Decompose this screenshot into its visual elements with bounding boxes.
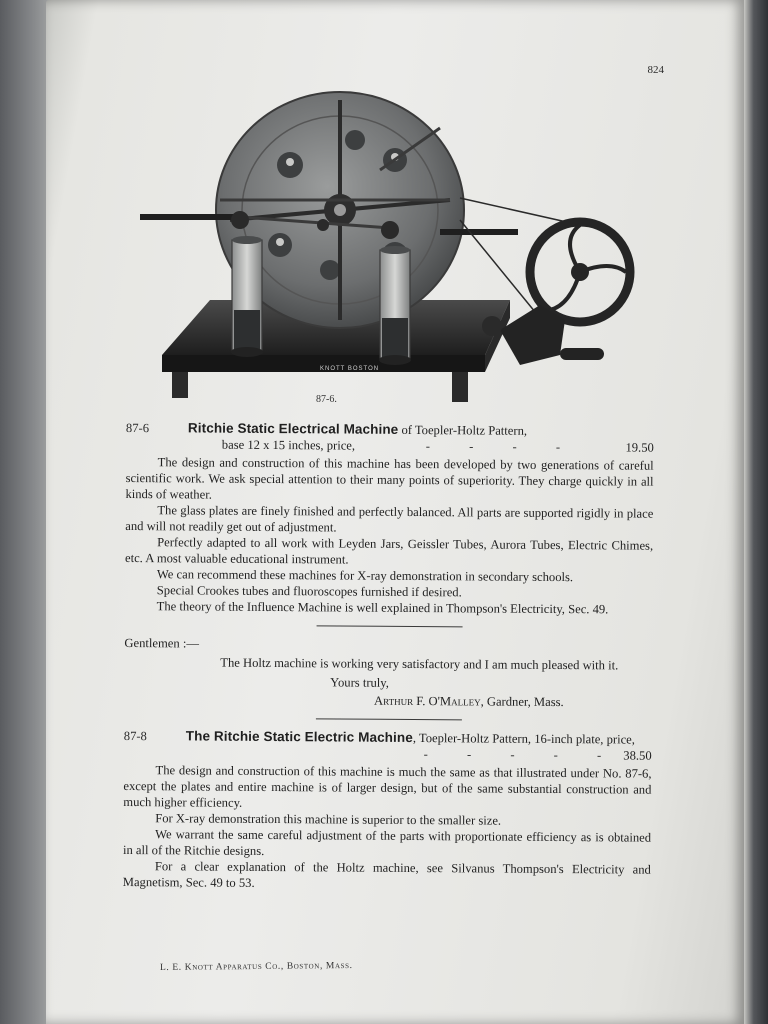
conductor-ball-left [231,211,249,229]
catalog-text [123,420,654,894]
item-87-6-paragraph: The design and construction of this machine has been developed by two generations of careful scientific work. We ask special attention to their many points of superiority. They charge quickly in all kinds of weather. [125,455,654,502]
item-87-6-paragraph: The glass plates are finely finished and perfectly balanced. All parts are supported rigidly in place and will not readily get out of adjustment. [125,503,654,535]
divider-rule [316,718,462,720]
item-87-8-number: 87-8 [123,728,147,744]
testimonial-signature [374,693,652,711]
item-87-8-paragraph: For X-ray demonstration this machine is superior to the smaller size. [155,811,502,828]
testimonial-closing: Yours truly, [330,675,390,690]
testimonial-body: The Holtz machine is working very satisfactory and I am much pleased with it. [220,655,619,673]
item-87-8-paragraph: The design and construction of this machine is much the same as that illustrated under No. 87-6, except the plates and entire machine is of larger design, but of the same substantial construction and much higher efficiency. [123,763,652,810]
testimonial-signature-place: , Gardner, Mass. [480,694,564,710]
page-number: 824 [647,64,664,76]
item-87-8-paragraph: We warrant the same careful adjustment of the parts with proportionate efficiency as is obtained in all of the Ritchie designs. [122,827,652,858]
book-right-edge [744,0,768,1024]
machine-illustration [140,80,640,410]
item-87-6-number: 87-6 [125,420,150,436]
page-footer: L. E. Knott Apparatus Co., Boston, Mass. [159,960,353,974]
testimonial-salutation: Gentlemen :— [124,635,199,651]
figure-caption: 87-6. [316,394,337,405]
item-87-6-paragraph: Special Crookes tubes and fluoroscopes furnished if desired. [156,583,462,600]
item-87-8-price: 38.50 [623,748,652,763]
item-87-8-paragraph: For a clear explanation of the Holtz machine, see Silvanus Thompson's Electricity and Magnetism, Sec. 49 to 53. [122,859,651,890]
item-87-6-price: 19.50 [625,440,654,455]
divider-rule [317,625,463,627]
base-label: KNOTT BOSTON [320,366,380,372]
item-87-6-title-tail: of Toepler-Holtz Pattern, [401,422,528,438]
testimonial-signature-name: Arthur F. O'Malley [373,693,481,709]
item-87-6-paragraph: Perfectly adapted to all work with Leyden Jars, Geissler Tubes, Aurora Tubes, Electric Chimes, etc. A most valuable educational instrument. [124,535,654,567]
item-87-6-paragraph: The theory of the Influence Machine is well explained in Thompson's Electricity, Sec. 49. [156,599,609,617]
item-87-8-price-line [124,744,652,764]
item-87-6-paragraph: We can recommend these machines for X-ray demonstration in secondary schools. [156,567,574,585]
conductor-ball-right [381,221,399,239]
item-87-8-title: The Ritchie Static Electric Machine [185,728,413,746]
item-87-6-dots: - - - - [425,439,579,455]
item-87-8-dots: - - - - - [423,747,620,763]
item-87-6-title: Ritchie Static Electrical Machine [187,420,399,437]
item-87-8-title-tail: , Toepler-Holtz Pattern, 16-inch plate, price, [412,731,636,747]
item-87-6-price-line [126,436,654,456]
item-87-6-price-desc: base 12 x 15 inches, price, [221,437,356,453]
